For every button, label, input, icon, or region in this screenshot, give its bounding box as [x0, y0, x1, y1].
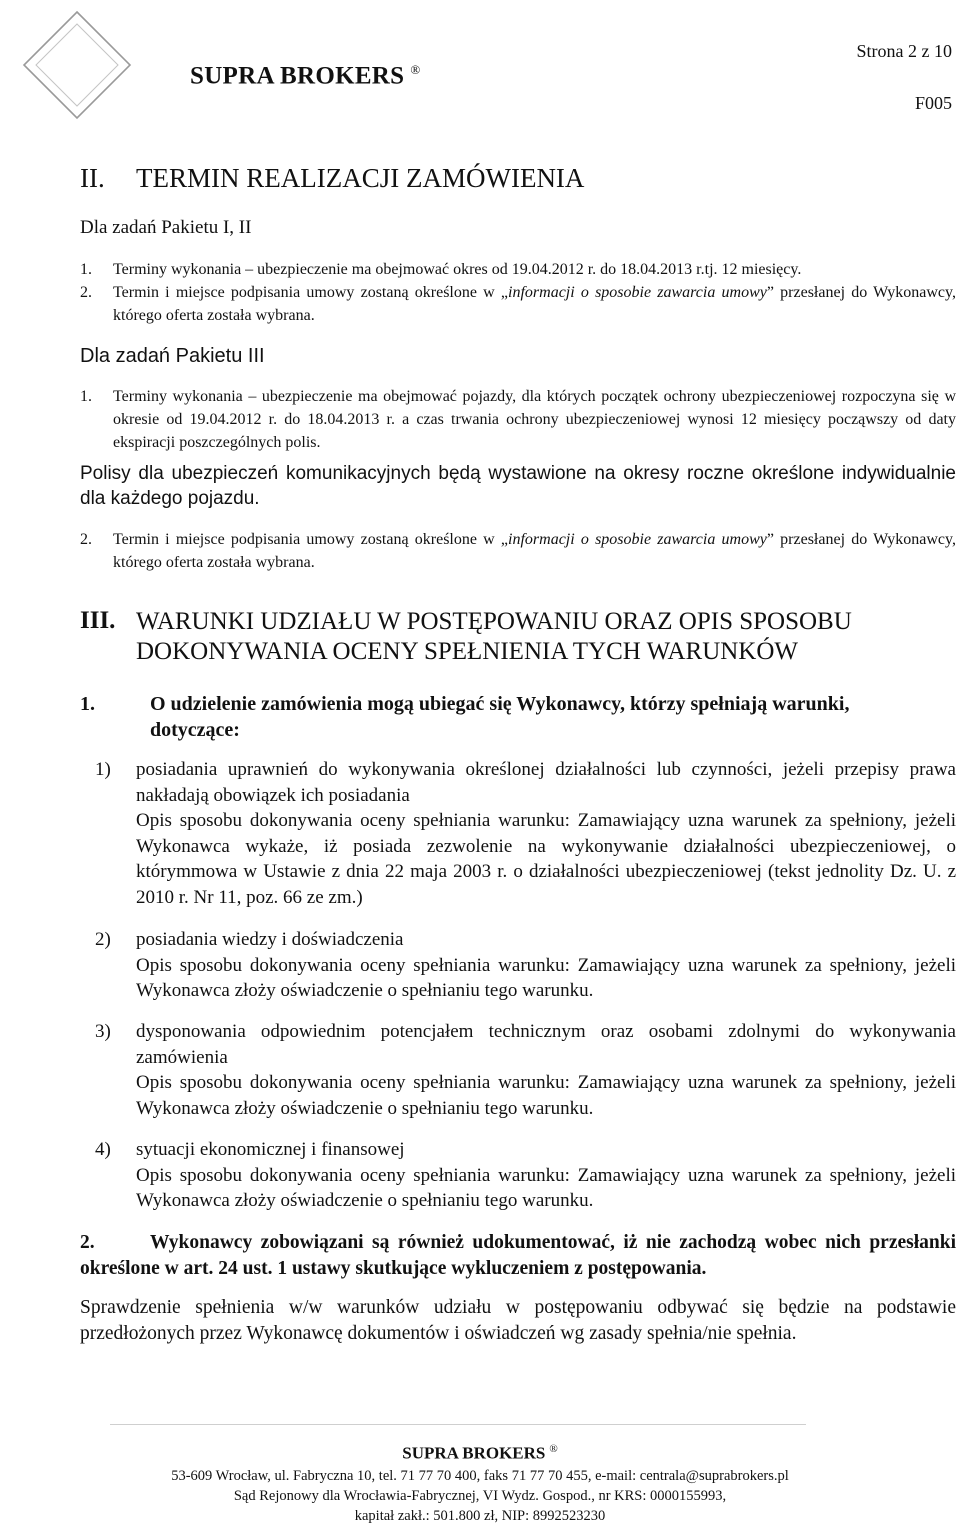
point-2-text: Wykonawcy zobowiązani są również udokumentować, iż nie zachodzą wobec nich przesłanki określone w art. 24 ust. 1 ustawy skutkujące wykluczeniem z postępowania.: [80, 1232, 956, 1279]
footer-capital: kapitał zakł.: 501.800 zł, NIP: 8992523230: [354, 1508, 606, 1524]
item-text: Termin i miejsce podpisania umowy zostaną określone w „informacji o sposobie zawarcia umowy” przesłanej do Wykonawcy, którego oferta została wybrana.: [113, 531, 956, 571]
group-2-heading: Dla zadań Pakietu III: [80, 345, 265, 367]
footer-brand-name: SUPRA BROKERS: [402, 1443, 546, 1463]
item-text: Terminy wykonania – ubezpieczenie ma obejmować pojazdy, dla których początek ochrony ubezpieczeniowej rozpoczyna się w okresie od 19.04.2012 r. do 18.04.2013 r. a czas trwania ochrony ubezpieczeniowej wynosi 12 miesięcy począwszy od daty ekspiracji poszczególnych polis.: [113, 388, 956, 451]
condition-2: [95, 927, 956, 1004]
footer-divider: [110, 1424, 806, 1425]
point-number: 2.: [80, 1232, 95, 1253]
item-text: Termin i miejsce podpisania umowy zostaną określone w „informacji o sposobie zawarcia umowy” przesłanej do Wykonawcy, którego oferta została wybrana.: [113, 284, 956, 324]
form-code: F005: [914, 93, 952, 113]
condition-text: posiadania wiedzy i doświadczenia: [136, 929, 404, 950]
condition-1: [95, 757, 956, 910]
item-number: 2.: [80, 284, 92, 301]
section-2-title: TERMIN REALIZACJI ZAMÓWIENIA: [136, 163, 585, 193]
condition-3: [95, 1019, 956, 1121]
point-1-lead: [80, 691, 880, 743]
item-number: 1.: [80, 261, 92, 278]
item-number: 2.: [80, 531, 92, 548]
point-number: 1.: [80, 693, 95, 715]
registered-mark: ®: [410, 62, 421, 77]
point-lead-text: O udzielenie zamówienia mogą ubiegać się Wykonawcy, którzy spełniają warunki, dotyczące:: [150, 693, 850, 741]
group-1-heading: Dla zadań Pakietu I, II: [80, 217, 252, 238]
point-2: [80, 1230, 956, 1282]
vehicle-policies-note: Polisy dla ubezpieczeń komunikacyjnych będą wystawione na okresy roczne określone indywidualnie dla każdego pojazdu.: [80, 463, 956, 509]
footer-brand: [0, 1443, 960, 1464]
item-text: Terminy wykonania – ubezpieczenie ma obejmować okres od 19.04.2012 r. do 18.04.2013 r.tj. 12 miesięcy.: [113, 261, 802, 278]
footer-registered-mark: ®: [549, 1443, 558, 1455]
condition-number: 1): [95, 759, 111, 780]
group-1-item-1: [80, 258, 956, 281]
group-2-item-1: [80, 385, 956, 454]
brand-name: SUPRA BROKERS: [190, 62, 405, 90]
section-3-number: III.: [80, 607, 116, 634]
logo-diamond-icon: [22, 10, 132, 120]
item-number: 1.: [80, 388, 92, 405]
condition-4: [95, 1137, 956, 1214]
section-2-number: II.: [80, 163, 105, 193]
closing-paragraph: Sprawdzenie spełnienia w/w warunków udziału w postępowaniu odbywać się będzie na podstawie przedłożonych przez Wykonawcę dokumentów i oświadczeń wg zasady spełnia/nie spełnia.: [80, 1297, 956, 1344]
condition-number: 2): [95, 929, 111, 950]
section-3-title: WARUNKI UDZIAŁU W POSTĘPOWANIU ORAZ OPIS SPOSOBU DOKONYWANIA OCENY SPEŁNIENIA TYCH WARUNKÓW: [136, 608, 852, 665]
brand-header: [190, 62, 421, 90]
page-number: Strona 2 z 10: [856, 41, 952, 61]
condition-description: Opis sposobu dokonywania oceny spełniania warunku: Zamawiający uzna warunek za spełniony, jeżeli Wykonawca wykaże, iż posiada zezwolenie na wykonywanie działalności ubezpieczeniowej, o którymmowa w Ustawie z dnia 22 maja 2003 r. o działalności ubezpieczeniowej (tekst jednolity Dz. U. z 2010 r. Nr 11, poz. 66 ze zm.): [136, 810, 956, 908]
footer-court: Sąd Rejonowy dla Wrocławia-Fabrycznej, VI Wydz. Gospod., nr KRS: 0000155993,: [233, 1488, 727, 1504]
footer-address: 53-609 Wrocław, ul. Fabryczna 10, tel. 71 77 70 400, faks 71 77 70 455, e-mail: centrala@suprabrokers.pl: [171, 1468, 789, 1484]
group-2-item-2: [80, 528, 956, 574]
group-1-item-2: [80, 281, 956, 327]
condition-text: sytuacji ekonomicznej i finansowej: [136, 1139, 405, 1160]
condition-text: dysponowania odpowiednim potencjałem technicznym oraz osobami zdolnymi do wykonywania zamówienia: [136, 1021, 956, 1068]
condition-text: posiadania uprawnień do wykonywania określonej działalności lub czynności, jeżeli przepisy prawa nakładają obowiązek ich posiadania: [136, 759, 956, 806]
condition-description: Opis sposobu dokonywania oceny spełniania warunku: Zamawiający uzna warunek za spełniony, jeżeli Wykonawca złoży oświadczenie o spełnianiu tego warunku.: [136, 954, 956, 1001]
condition-description: Opis sposobu dokonywania oceny spełniania warunku: Zamawiający uzna warunek za spełniony, jeżeli Wykonawca złoży oświadczenie o spełnianiu tego warunku.: [136, 1072, 956, 1119]
condition-number: 4): [95, 1139, 111, 1160]
condition-number: 3): [95, 1021, 111, 1042]
condition-description: Opis sposobu dokonywania oceny spełniania warunku: Zamawiający uzna warunek za spełniony, jeżeli Wykonawca złoży oświadczenie o spełnianiu tego warunku.: [136, 1164, 956, 1211]
